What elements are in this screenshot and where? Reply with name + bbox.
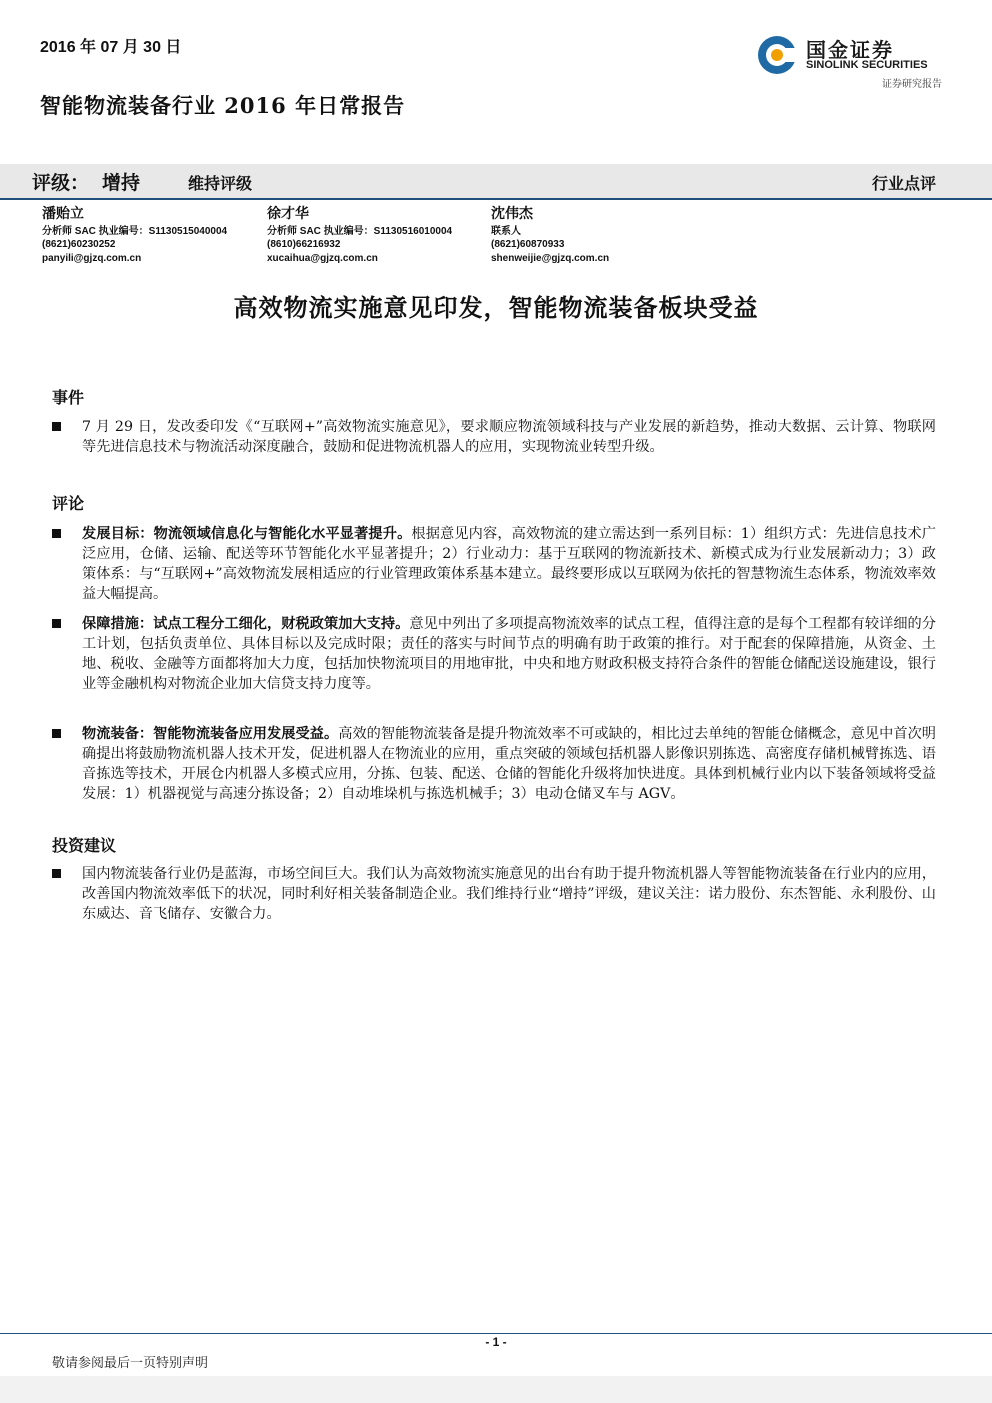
bullet-square-icon (52, 619, 61, 628)
analyst-name: 潘贻立 (42, 206, 84, 222)
analyst-credential: 分析师 SAC 执业编号：S1130516010004 (267, 225, 453, 237)
analyst-email[interactable]: xucaihua@gjzq.com.cn (267, 252, 378, 264)
bullet-square-icon (52, 729, 61, 738)
sinolink-logo-icon (756, 34, 798, 76)
analyst-email[interactable]: shenweijie@gjzq.com.cn (491, 252, 610, 264)
rating-value: 增持 (102, 172, 141, 194)
bullet-item (52, 417, 936, 457)
analyst-phone: (8610)66216932 (267, 239, 341, 250)
sinolink-logo (754, 32, 944, 92)
bullet-lead: 保障措施：试点工程分工细化，财税政策加大支持。 (82, 616, 410, 632)
section-heading-event: 事件 (52, 388, 85, 407)
bullet-item (52, 524, 936, 604)
report-type: 行业点评 (871, 174, 936, 193)
footer-divider (0, 1333, 992, 1334)
logo-subtitle: 证券研究报告 (882, 79, 942, 90)
rating-maintain: 维持评级 (188, 174, 253, 193)
analyst-name: 徐才华 (267, 206, 309, 222)
analyst-phone: (8621)60230252 (42, 239, 116, 250)
bullet-square-icon (52, 869, 61, 878)
rating-bar (0, 164, 992, 200)
logo-name-en: SINOLINK SECURITIES (806, 59, 928, 71)
bullet-square-icon (52, 529, 61, 538)
section-heading-comment: 评论 (52, 494, 85, 513)
analyst-name: 沈伟杰 (491, 206, 533, 222)
bullet-text: 意见中列出了多项提高物流效率的试点工程，值得注意的是每个工程都有较详细的分工计划，包括负责单位、具体目标以及完成时限；责任的落实与时间节点的明确有助于政策的推行。对于配套的保障措施，从资金、土地、税收、金融等方面都将加大力度，包括加快物流项目的用地审批，中央和地方财政积极支持符合条件的智能仓储配送设施建设，银行业等金融机构对物流企业加大信贷支持力度等。 (82, 616, 936, 692)
bullet-text: 根据意见内容，高效物流的建立需达到一系列目标：1）组织方式：先进信息技术广泛应用，仓储、运输、配送等环节智能化水平显著提升；2）行业动力：基于互联网的物流新技术、新模式成为行业发展新动力；3）政策体系：与“互联网+”高效物流发展相适应的行业管理政策体系基本建立。最终要形成以互联网为依托的智慧物流生态体系，物流效率效益大幅提高。 (82, 526, 936, 602)
headline: 高效物流实施意见印发，智能物流装备板块受益 (233, 293, 759, 322)
bullet-square-icon (52, 422, 61, 431)
page-number: - 1 - (485, 1335, 507, 1349)
analyst-email[interactable]: panyili@gjzq.com.cn (42, 252, 142, 264)
analyst-card (491, 208, 711, 265)
section-heading-investment: 投资建议 (52, 836, 117, 855)
bullet-item (52, 724, 936, 804)
footer-note: 敬请参阅最后一页特别声明 (52, 1356, 209, 1371)
analyst-card (42, 208, 262, 265)
bullet-item (52, 864, 936, 924)
analyst-credential: 分析师 SAC 执业编号：S1130515040004 (42, 225, 228, 237)
report-date: 2016 年 07 月 30 日 (40, 39, 182, 56)
bullet-text: 国内物流装备行业仍是蓝海，市场空间巨大。我们认为高效物流实施意见的出台有助于提升物流机器人等智能物流装备在行业内的应用，改善国内物流效率低下的状况，同时利好相关装备制造企业。我们维持行业“增持”评级，建议关注：诺力股份、东杰智能、永利股份、山东威达、音飞储存、安徽合力。 (82, 866, 936, 922)
analyst-card (267, 208, 487, 265)
rating-label: 评级： (32, 172, 90, 194)
bullet-text: 高效的智能物流装备是提升物流效率不可或缺的，相比过去单纯的智能仓储概念，意见中首次明确提出将鼓励物流机器人技术开发，促进机器人在物流业的应用，重点突破的领域包括机器人影像识别拣选、高密度存储机械臂拣选、语音拣选等技术，开展仓内机器人多模式应用，分拣、包装、配送、仓储的智能化升级将加快进度。具体到机械行业内以下装备领域将受益发展：1）机器视觉与高速分拣设备；2）自动堆垛机与拣选机械手；3）电动仓储叉车与 AGV。 (82, 726, 936, 802)
bullet-lead: 物流装备：智能物流装备应用发展受益。 (82, 726, 339, 742)
analyst-credential: 联系人 (491, 225, 521, 237)
bottom-band (0, 1376, 992, 1403)
report-title: 智能物流装备行业 2016 年日常报告 (40, 93, 406, 118)
bullet-item (52, 614, 936, 694)
analyst-phone: (8621)60870933 (491, 239, 565, 250)
logo-name-cn: 国金证券 (806, 38, 894, 62)
bullet-text: 7 月 29 日，发改委印发《“互联网+”高效物流实施意见》，要求顺应物流领域科技与产业发展的新趋势，推动大数据、云计算、物联网等先进信息技术与物流活动深度融合，鼓励和促进物流机器人的应用，实现物流业转型升级。 (82, 419, 936, 455)
bullet-lead: 发展目标：物流领域信息化与智能化水平显著提升。 (82, 526, 412, 542)
